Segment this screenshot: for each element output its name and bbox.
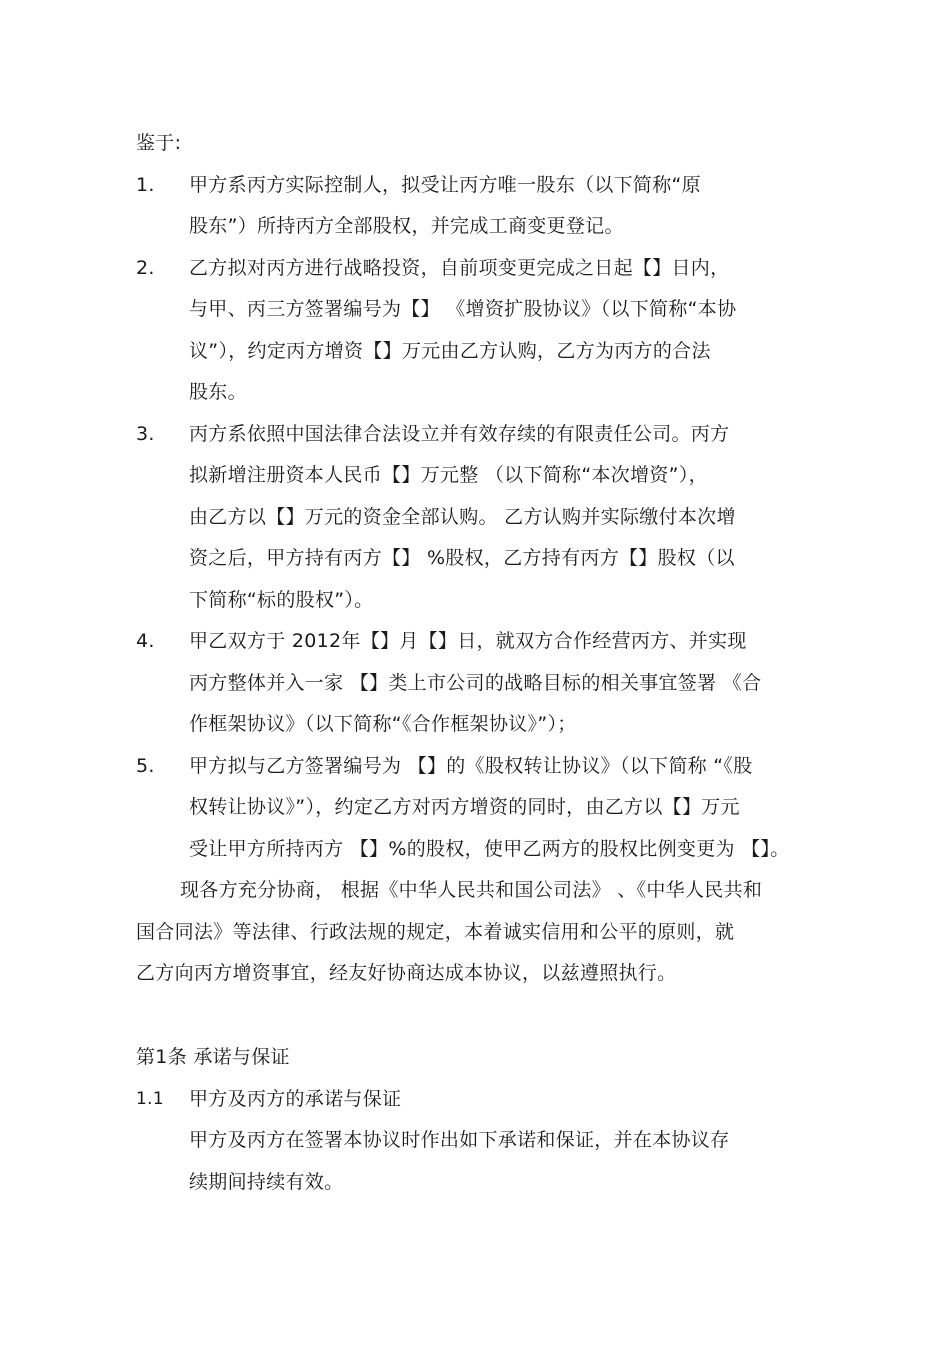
item-5-line-1: 甲方拟与乙方签署编号为 【】的《股权转让协议》（以下简称 “《股: [189, 755, 753, 777]
item-4-line-2: 丙方整体并入一家 【】类上市公司的战略目标的相关事宜签署 《合: [189, 672, 762, 694]
item-3-line-3: 由乙方以【】万元的资金全部认购。 乙方认购并实际缴付本次增: [189, 506, 736, 528]
item-1-line-2: 股东”）所持丙方全部股权，并完成工商变更登记。: [189, 215, 624, 237]
item-2-line-2: 与甲、丙三方签署编号为【】 《增资扩股协议》（以下简称“本协: [189, 298, 737, 320]
item-3-line-5: 下简称“标的股权”）。: [189, 589, 374, 611]
item-3-line-4: 资之后，甲方持有丙方【】 %股权，乙方持有丙方【】股权（以: [189, 547, 735, 569]
closing-paragraph-line-2: 国合同法》等法律、行政法规的规定，本着诚实信用和公平的原则，就: [136, 921, 735, 943]
item-3-line-2: 拟新增注册资本人民币【】万元整 （以下简称“本次增资”），: [189, 464, 708, 486]
closing-paragraph-line-3: 乙方向丙方增资事宜，经友好协商达成本协议，以兹遵照执行。: [136, 962, 677, 984]
item-5-line-3: 受让甲方所持丙方 【】%的股权，使甲乙两方的股权比例变更为 【】。: [189, 838, 790, 860]
recitals-heading: 鉴于:: [136, 132, 182, 154]
item-4-line-3: 作框架协议》（以下简称“《合作框架协议》”）；: [189, 713, 577, 735]
item-4-number: 4.: [136, 630, 155, 652]
section-title: 甲方及丙方的承诺与保证: [189, 1088, 402, 1110]
item-2-number: 2.: [136, 257, 155, 279]
item-2-line-4: 股东。: [189, 381, 247, 403]
item-2-line-1: 乙方拟对丙方进行战略投资，自前项变更完成之日起【】日内，: [189, 257, 730, 279]
item-2-line-3: 议”），约定丙方增资【】万元由乙方认购，乙方为丙方的合法: [189, 340, 711, 362]
section-number: 1.1: [136, 1089, 164, 1109]
article-title: 第1条 承诺与保证: [136, 1046, 290, 1068]
closing-paragraph-line-1: 现各方充分协商， 根据《中华人民共和国公司法》 、《中华人民共和: [180, 879, 763, 901]
item-5-line-2: 权转让协议》”），约定乙方对丙方增资的同时，由乙方以【】万元: [189, 796, 740, 818]
section-body-line-2: 续期间持续有效。: [189, 1171, 344, 1193]
item-5-number: 5.: [136, 755, 155, 777]
item-3-number: 3.: [136, 423, 155, 445]
item-4-line-1: 甲乙双方于 2012年【】月【】日，就双方合作经营丙方、并实现: [189, 630, 747, 652]
item-1-number: 1.: [136, 174, 155, 196]
item-3-line-1: 丙方系依照中国法律合法设立并有效存续的有限责任公司。丙方: [189, 423, 730, 445]
item-1-line-1: 甲方系丙方实际控制人，拟受让丙方唯一股东（以下简称“原: [189, 174, 701, 196]
section-body-line-1: 甲方及丙方在签署本协议时作出如下承诺和保证，并在本协议存: [189, 1129, 730, 1151]
